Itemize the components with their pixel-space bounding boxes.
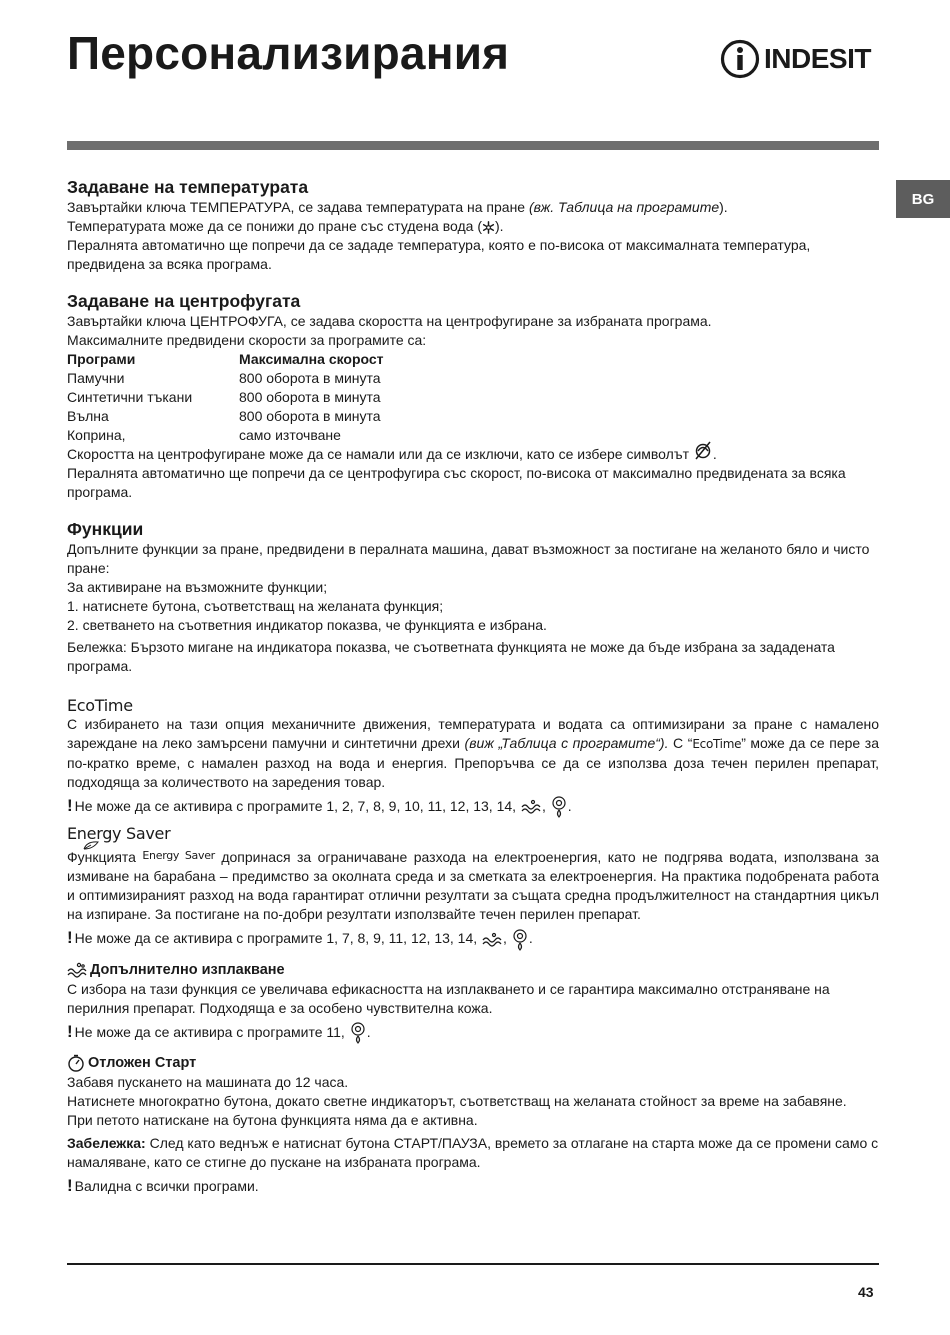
footer-rule (67, 1263, 879, 1265)
cold-wash-snowflake-icon (482, 221, 495, 234)
warning-icon: ! (67, 1021, 73, 1041)
page-title: Персонализирания (67, 27, 510, 79)
energy-saver-text: Функцията $^{Energy Saver}$ допринася за ограничаване разхода на електроенергия, като не подгрява водата, използвана за измиване на барабана – предимство за околната среда и за сметката за електроенергия. На практика подобрената работа и оптимизираният разход на вода гарантират отлични резултати за същата средна продължителност на стандартния цикъл на изпиране. За постигане на по-добри резултати използвайте течен перилен препарат. (67, 849, 879, 923)
rinse-icon (520, 799, 542, 815)
warning-icon: ! (67, 928, 73, 948)
delay-start-note: Забележка: След като веднъж е натиснат бутона СТАРТ/ПАУЗА, времето за отлагане на старта може да се промени само с намаляване, като се стигне до пускане на избраната програма. (67, 1134, 879, 1170)
brand-name: INDESIT (764, 43, 871, 74)
table-cell-program: Памучни (67, 370, 125, 386)
ecotime-text: С избирането на тази опция механичните движения, температурата и водата са оптимизирани за пране с намалено зареждане на леко замърсени памучни и синтетични дрехи (виж „Таблица с програмите“). С “EcoTime” може да се пере за по-кратко време, с намален разход на вода и енергия. Препоръчва се да се използва доза течен перилен препарат, подходяща за количеството на заредения товар. (67, 716, 879, 790)
ecotime-warning: ! Не може да се активира с програмите 1, 2, 7, 8, 9, 10, 11, 12, 13, 14, , . (67, 796, 879, 818)
warning-icon: ! (67, 796, 73, 815)
functions-intro1: Допълните функции за пране, предвидени в пералната машина, дават възможност за постигане на желаното бяло и чисто пране: (67, 541, 870, 576)
spin-line4: Пералнята автоматично ще попречи да се центрофугира със скорост, по-висока от максимално предвидената за всяка програма. (67, 465, 846, 500)
section-energy-saver (67, 824, 879, 950)
language-tab: BG (896, 180, 950, 218)
table-cell-program: Синтетични тъкани (67, 389, 193, 405)
table-cell-program: Вълна (67, 408, 109, 424)
temperature-line3: Пералнята автоматично ще попречи да се зададе температура, която е по-висока от максималната температура, предвидена за всяка програма. (67, 237, 811, 272)
section-spin (67, 290, 879, 502)
col-header-speed: Максимална скорост (239, 351, 384, 367)
indesit-i-icon (720, 39, 760, 79)
delay-start-heading-row (67, 1054, 879, 1073)
energy-saver-warning: ! Не може да се активира с програмите 1, 7, 8, 9, 11, 12, 13, 14, , . (67, 928, 879, 950)
table-cell-speed: само източване (239, 427, 341, 443)
no-spin-icon (693, 440, 713, 462)
functions-intro3: 1. натиснете бутона, съответстващ на желаната функция; (67, 598, 444, 614)
page-content (67, 176, 879, 1196)
table-cell-speed: 800 оборота в минута (239, 408, 381, 424)
delay-start-line2: Натиснете многократно бутона, докато светне индикаторът, съответстващ на желаната стойност за време на забавяне. (67, 1092, 847, 1109)
extra-rinse-icon (67, 962, 87, 978)
functions-note: Бележка: Бързото мигане на индикатора показва, че съответната функцията не може да бъде избрана за зададената програма. (67, 639, 835, 674)
section-temperature (67, 176, 879, 274)
spin-heading: Задаване на центрофугата (67, 291, 301, 311)
functions-intro2: За активиране на възможните функции; (67, 579, 328, 595)
section-ecotime (67, 696, 879, 818)
table-cell-program: Коприна, (67, 427, 126, 443)
delay-start-line3: При петото натискане на бутона функцията няма да е активна. (67, 1111, 478, 1128)
brand-logo (720, 38, 871, 80)
spin-drain-icon (349, 1022, 367, 1044)
rinse-icon (481, 932, 503, 948)
section-extra-rinse (67, 961, 879, 1044)
delay-start-warning: ! Валидна с всички програми. (67, 1175, 259, 1195)
table-cell-speed: 800 оборота в минута (239, 370, 381, 386)
table-cell-speed: 800 оборота в минута (239, 389, 381, 405)
energy-saver-label: Energy Saver (67, 824, 171, 844)
functions-heading: Функции (67, 519, 144, 539)
spin-line2: Максималните предвидени скорости за програмите са: (67, 332, 427, 348)
col-header-program: Програми (67, 351, 136, 367)
section-delay-start (67, 1054, 879, 1196)
temperature-line1: Завъртайки ключа ТЕМПЕРАТУРА, се задава температурата на пране (вж. Таблица на програмите). (67, 199, 728, 215)
spin-line3: Скоростта на центрофугиране може да се намали или да се изключи, като се избере символът . (67, 445, 879, 464)
extra-rinse-text: С избора на тази функция се увеличава ефикасността на изплакването и се гарантира максимално отстраняване на перилния препарат. Подходяща е за особено чувствителна кожа. (67, 980, 830, 1016)
ecotime-label: EcoTime (67, 696, 133, 715)
temperature-line2: Температурата може да се понижи до пране със студена вода ( ). (67, 218, 504, 234)
header-rule (67, 141, 879, 150)
extra-rinse-heading-row (67, 961, 879, 980)
extra-rinse-warning: ! Не може да се активира с програмите 11, . (67, 1022, 879, 1044)
spin-drain-icon (550, 796, 568, 818)
page-number: 43 (858, 1284, 874, 1300)
timer-icon (67, 1054, 85, 1072)
delay-start-line1: Забавя пускането на машината до 12 часа. (67, 1073, 349, 1090)
extra-rinse-heading: Допълнително изплакване (90, 961, 285, 978)
section-functions (67, 518, 879, 676)
energy-saver-inline-label: Energy Saver (142, 849, 215, 863)
functions-intro4: 2. светването на съответния индикатор показва, че функцията е избрана. (67, 617, 547, 633)
spin-drain-icon (511, 929, 529, 951)
delay-start-heading: Отложен Старт (88, 1054, 197, 1071)
spin-line1: Завъртайки ключа ЦЕНТРОФУГА, се задава скоростта на центрофугиране за избраната програма. (67, 313, 712, 329)
spin-speed-table (67, 350, 879, 445)
warning-icon: ! (67, 1175, 73, 1195)
temperature-heading: Задаване на температурата (67, 177, 309, 197)
